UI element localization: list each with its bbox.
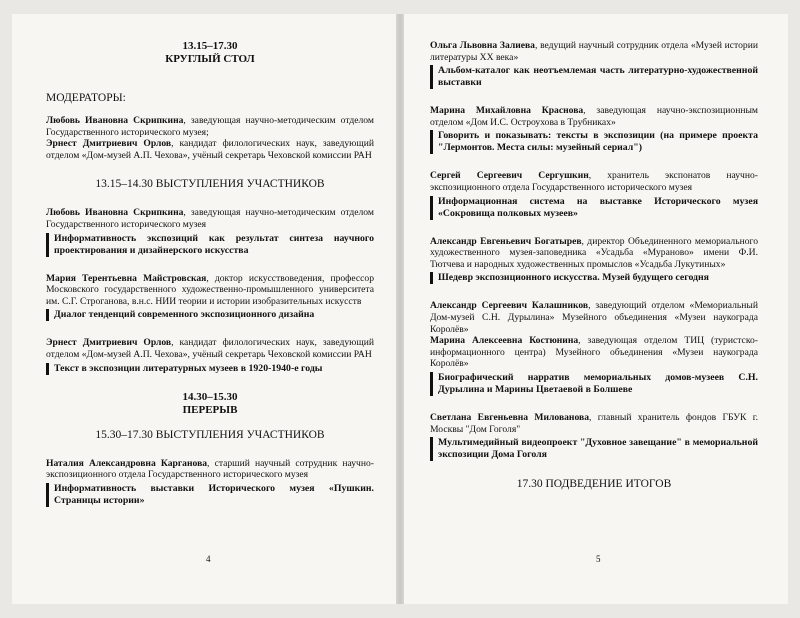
speaker-r6 [430,335,758,370]
speaker-r1-topic: Альбом-каталог как неотъемлемая часть литературно-художественной выставки [430,65,758,89]
speaker-4-desc: , старший научный сотрудник научно-экспозиционного отдела Государственного исторического музея [46,457,374,481]
section-heading-2: 15.30–17.30 ВЫСТУПЛЕНИЯ УЧАСТНИКОВ [95,428,325,441]
speaker-r3 [430,170,758,193]
speaker-r6-desc: , заведующая отделом ТИЦ (туристско-информационного центра) Музейного объединения «Музеи наукограда Королёв» [430,335,758,370]
speaker-1-desc: , заведующая научно-методическим отделом Государственного исторического музея [46,207,374,230]
speaker-4-topic: Информативность выставки Исторического музея «Пушкин. Страницы истории» [46,483,374,507]
speaker-r3-desc: , хранитель экспонатов научно-экспозиционного отдела Государственного исторического музея [430,170,758,193]
moderator-2-name: Эрнест Дмитриевич Орлов [46,138,172,150]
break-time: 14.30–15.30 [182,390,238,403]
speaker-3-topic: Текст в экспозиции литературных музеев в 1920-1940-е годы [46,363,374,375]
speaker-r5-desc: , заведующий отделом «Мемориальный Дом-музей С.Н. Дурылина» Музейного объединения «Музеи наукограда Королёв» [430,300,758,335]
moderator-1-desc: , заведующая научно-методическим отделом Государственного исторического музея; [46,115,374,138]
speaker-r4-desc: , директор Объединенного мемориального художественного музея-заповедника «Усадьба «Мураново» имени Ф.И. Тютчева и народных художественных промыслов «Усадьба Лукутиных» [430,235,758,270]
left-page [12,14,396,604]
speaker-r4-name: Александр Евгеньевич Богатырев [430,235,582,247]
page-number-right: 5 [596,554,601,564]
speaker-r7 [430,412,758,435]
speaker-3-desc: , кандидат филологических наук, заведующий отделом «Дом-музей А.П. Чехова», учёный секретарь Чеховской комиссии РАН [46,337,374,360]
speaker-r4-topic: Шедевр экспозиционного искусства. Музей будущего сегодня [430,272,758,284]
speaker-1-topic: Информативность экспозиций как результат синтеза научного проектирования и дизайнерского искусства [46,233,374,257]
speaker-r7-topic: Мультимедийный видеопроект "Духовное завещание" в мемориальной экспозиции Дома Гоголя [430,437,758,461]
break-label: ПЕРЕРЫВ [182,403,238,416]
closing-heading: 17.30 ПОДВЕДЕНИЕ ИТОГОВ [516,478,672,491]
speaker-r2-desc: , заведующая научно-экспозиционным отделом «Дом И.С. Остроухова в Трубниках» [430,105,758,128]
moderator-2 [46,138,374,161]
speaker-r3-name: Сергей Сергеевич Сергушкин [430,170,589,182]
speaker-1 [46,207,374,230]
speaker-r7-desc: , главный хранитель фондов ГБУК г. Москвы "Дом Гоголя" [430,411,758,435]
section-heading-1: 13.15–14.30 ВЫСТУПЛЕНИЯ УЧАСТНИКОВ [95,178,325,191]
round-table-time: 13.15–17.30 [182,40,238,52]
speaker-r7-name: Светлана Евгеньевна Милованова [430,411,589,423]
page-fold [396,14,404,604]
right-page [404,14,788,604]
speaker-r1 [430,40,758,63]
speaker-r6-topic: Биографический нарратив мемориальных домов-музеев С.Н. Дурылина и Марины Цветаевой в Болшеве [430,372,758,396]
speaker-r5 [430,300,758,335]
speaker-3-name: Эрнест Дмитриевич Орлов [46,337,172,349]
speaker-2-name: Мария Терентьевна Майстровская [46,272,207,284]
speaker-2 [46,273,374,308]
speaker-4 [46,458,374,481]
speaker-r3-topic: Информационная система на выставке Исторического музея «Сокровища полковых музеев» [430,196,758,220]
speaker-r1-name: Ольга Львовна Залиева [430,40,535,51]
speaker-r4 [430,236,758,271]
moderator-1 [46,115,374,138]
round-table-title: КРУГЛЫЙ СТОЛ [165,53,255,65]
speaker-2-topic: Диалог тенденций современного экспозиционного дизайна [46,309,374,321]
speaker-2-desc: , доктор искусствоведения, профессор Московского государственного художественно-промышленного университета им. С.Г. Строганова, в.н.с. НИИ теории и истории изобразительных искусств [46,272,374,307]
speaker-4-name: Наталия Александровна Карганова [46,457,208,469]
moderator-2-desc: , кандидат филологических наук, заведующий отделом «Дом-музей А.П. Чехова», учёный секретарь Чеховской комиссии РАН [46,138,374,161]
speaker-r1-desc: , ведущий научный сотрудник отдела «Музей истории литературы XX века» [430,40,758,63]
page-number-left: 4 [206,554,211,564]
speaker-r5-name: Александр Сергеевич Калашников [430,300,589,312]
speaker-1-name: Любовь Ивановна Скрипкина [46,207,184,219]
speaker-3 [46,337,374,360]
speaker-r6-name: Марина Алексеевна Костюнина [430,335,579,347]
speaker-r2-name: Марина Михайловна Краснова [430,105,584,117]
speaker-r2-topic: Говорить и показывать: тексты в экспозиции (на примере проекта "Лермонтов. Места силы: музейный сериал") [430,130,758,154]
speaker-r2 [430,105,758,128]
moderator-1-name: Любовь Ивановна Скрипкина [46,115,184,126]
moderators-heading: МОДЕРАТОРЫ: [46,92,126,104]
